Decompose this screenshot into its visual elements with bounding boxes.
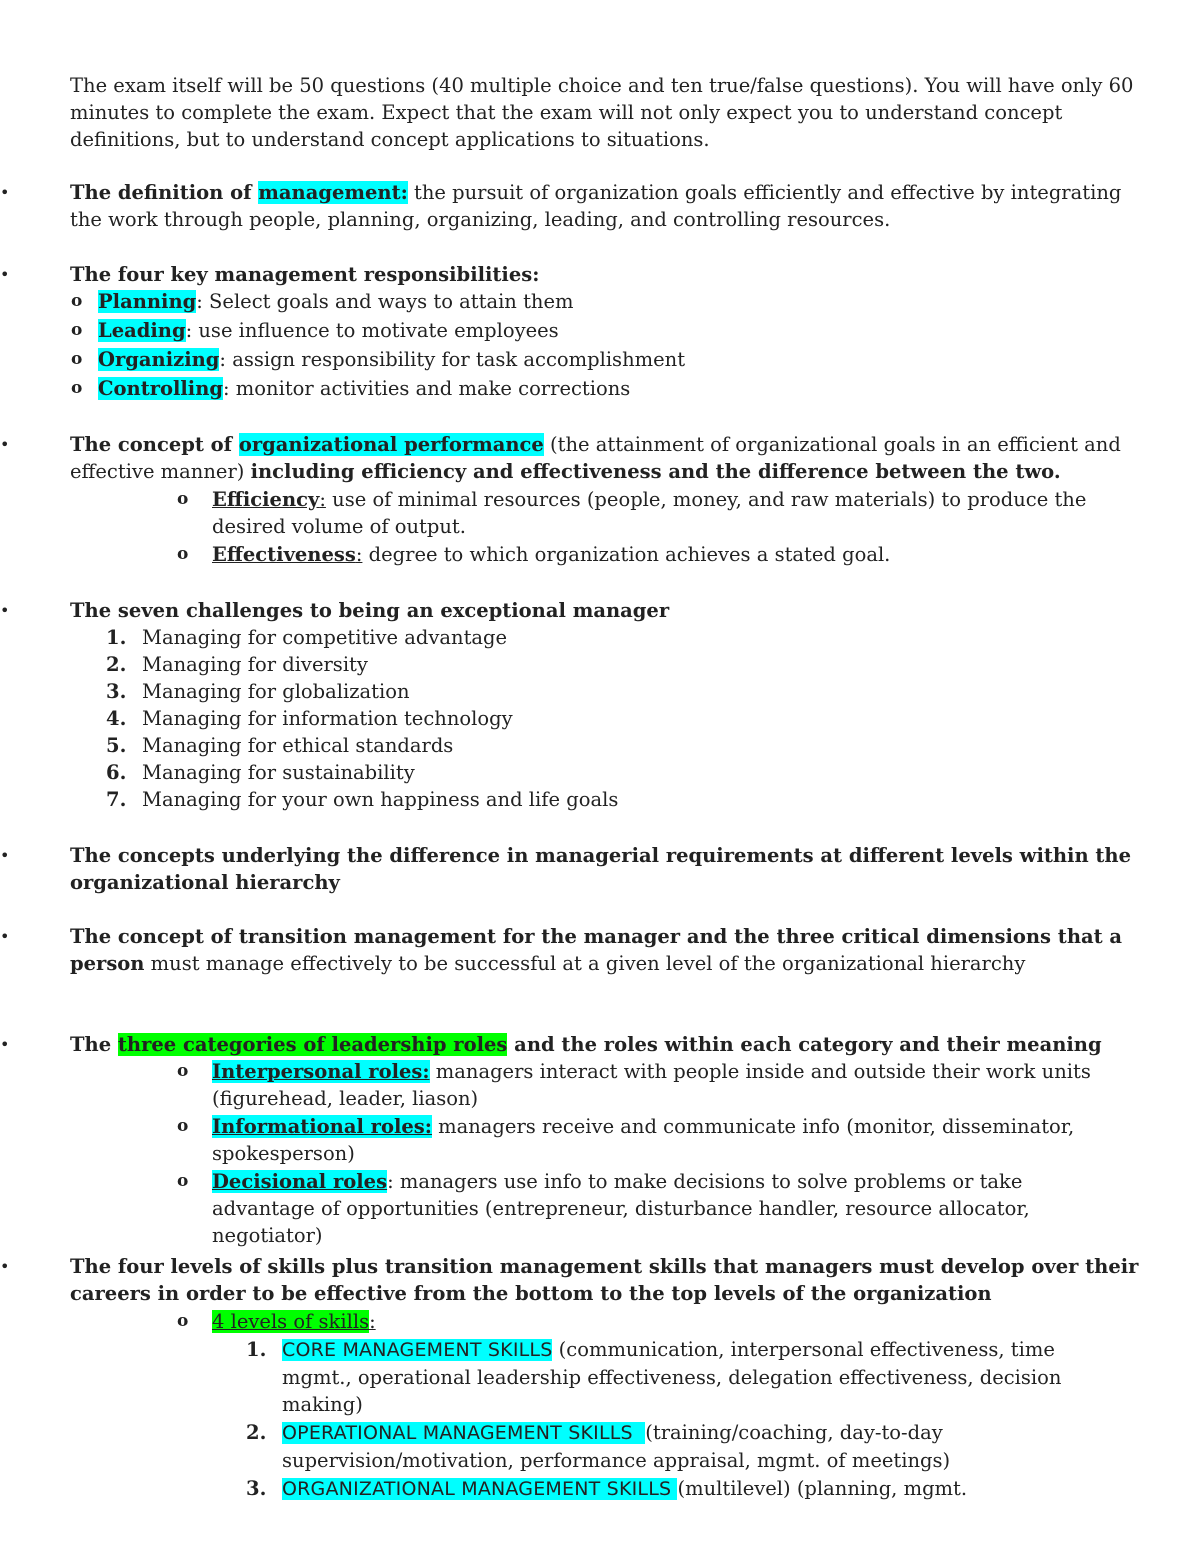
role-term: Interpersonal roles:	[212, 1060, 430, 1083]
list-item	[106, 651, 1042, 678]
challenges-heading: The seven challenges to being an exceptional manager	[70, 599, 670, 622]
responsibilities-list	[71, 288, 1098, 404]
sub-bullet-icon: o	[177, 1171, 189, 1191]
role-term: Informational roles:	[212, 1115, 432, 1138]
definition-term: management:	[258, 181, 408, 204]
roles-tail: and the roles within each category and their meaning	[507, 1033, 1102, 1056]
intro-text: The exam itself will be 50 questions (40 multiple choice and ten true/false questions). You will have only 60 minutes to complete the exam. Expect that the exam will not only expect you to understand concept definitions, but to understand concept applications to situations.	[70, 74, 1134, 151]
list-item	[71, 288, 1098, 317]
skill-text: (multilevel) (planning, mgmt.	[677, 1477, 968, 1500]
definition-text: the pursuit of organization goals efficiently and effective by integrating the work through people, planning, organizing, leading, and controlling resources.	[70, 181, 1122, 231]
list-item	[71, 317, 1098, 346]
skill-text: (training/coaching, day-to-day supervision/motivation, performance appraisal, mgmt. of meetings)	[282, 1421, 951, 1472]
intro-paragraph	[70, 72, 1140, 153]
list-item	[106, 705, 1042, 732]
challenge-text: Managing for diversity	[142, 653, 368, 676]
section-performance	[0, 431, 1140, 485]
responsibility-term: Controlling	[98, 377, 224, 400]
list-item	[177, 541, 1132, 568]
responsibility-text: : use influence to motivate employees	[185, 319, 559, 342]
performance-list	[177, 486, 1132, 568]
performance-tail: including efficiency and effectiveness and the difference between the two.	[250, 460, 1061, 483]
challenge-text: Managing for globalization	[142, 680, 410, 703]
responsibilities-heading: The four key management responsibilities:	[70, 263, 540, 286]
skill-term: CORE MANAGEMENT SKILLS	[282, 1339, 553, 1361]
bullet-icon: •	[0, 601, 10, 620]
role-text: managers interact with people inside and outside their work units (figurehead, leader, liason)	[212, 1060, 1091, 1110]
efficiency-colon: :	[319, 488, 326, 511]
list-item	[246, 1336, 1112, 1418]
section-challenges	[0, 597, 1140, 624]
item-number: 2.	[106, 653, 127, 676]
list-item	[71, 375, 1098, 404]
roles-lead: The	[70, 1033, 118, 1056]
role-text: : managers use info to make decisions to solve problems or take advantage of opportunities (entrepreneur, disturbance handler, resource allocator, negotiator)	[212, 1170, 1030, 1247]
bullet-icon: •	[0, 1257, 10, 1276]
challenge-text: Managing for information technology	[142, 707, 513, 730]
item-number: 2.	[246, 1421, 267, 1444]
effectiveness-term: Effectiveness	[212, 543, 356, 566]
roles-list	[177, 1058, 1112, 1249]
list-item	[177, 1168, 1112, 1249]
hierarchy-heading: The concepts underlying the difference in managerial requirements at different levels within the organizational hierarchy	[70, 844, 1131, 894]
item-number: 4.	[106, 707, 127, 730]
responsibility-term: Leading	[98, 319, 186, 342]
responsibility-text: : assign responsibility for task accomplishment	[219, 348, 686, 371]
section-definition	[0, 179, 1140, 233]
levels-colon: :	[369, 1310, 376, 1333]
sub-bullet-icon: o	[177, 1116, 189, 1136]
list-item	[106, 624, 1042, 651]
effectiveness-text: degree to which organization achieves a stated goal.	[362, 543, 891, 566]
skill-text: (communication, interpersonal effectiveness, time mgmt., operational leadership effectiveness, delegation effectiveness, decision making)	[282, 1338, 1062, 1416]
list-item	[177, 486, 1132, 540]
efficiency-text: use of minimal resources (people, money, and raw materials) to produce the desired volume of output.	[212, 488, 1087, 538]
item-number: 5.	[106, 734, 127, 757]
challenge-text: Managing for ethical standards	[142, 734, 454, 757]
role-term: Decisional roles	[212, 1170, 388, 1193]
sub-bullet-icon: o	[71, 378, 83, 398]
challenge-text: Managing for your own happiness and life goals	[142, 788, 619, 811]
bullet-icon: •	[0, 265, 10, 284]
item-number: 3.	[106, 680, 127, 703]
sub-bullet-icon: o	[177, 1311, 189, 1331]
challenge-text: Managing for sustainability	[142, 761, 415, 784]
list-item	[177, 1058, 1112, 1112]
list-item	[177, 1113, 1112, 1167]
responsibility-text: : Select goals and ways to attain them	[196, 290, 574, 313]
skills-heading: The four levels of skills plus transition management skills that managers must develop over their careers in order to be effective from the bottom to the top levels of the organization	[70, 1255, 1139, 1305]
section-transition	[0, 923, 1140, 977]
bullet-icon: •	[0, 846, 10, 865]
transition-text: must manage effectively to be successful at a given level of the organizational hierarchy	[144, 952, 1026, 975]
role-text: managers receive and communicate info (monitor, disseminator, spokesperson)	[212, 1115, 1075, 1165]
skill-term: ORGANIZATIONAL MANAGEMENT SKILLS	[282, 1478, 678, 1500]
section-skills	[0, 1253, 1140, 1307]
sub-bullet-icon: o	[71, 349, 83, 369]
list-item	[106, 732, 1042, 759]
responsibility-term: Planning	[98, 290, 197, 313]
skill-term: OPERATIONAL MANAGEMENT SKILLS	[282, 1422, 646, 1444]
list-item	[106, 759, 1042, 786]
section-roles	[0, 1031, 1140, 1058]
sub-bullet-icon: o	[177, 1061, 189, 1081]
section-responsibilities	[0, 261, 1140, 288]
item-number: 1.	[106, 626, 127, 649]
definition-lead: The definition of	[70, 181, 259, 204]
challenges-list	[106, 624, 1042, 813]
item-number: 1.	[246, 1338, 267, 1361]
sub-bullet-icon: o	[71, 291, 83, 311]
item-number: 3.	[246, 1477, 267, 1500]
efficiency-term: Efficiency	[212, 488, 320, 511]
responsibility-text: : monitor activities and make corrections	[223, 377, 631, 400]
skills-list	[246, 1336, 1112, 1503]
challenge-text: Managing for competitive advantage	[142, 626, 508, 649]
item-number: 7.	[106, 788, 127, 811]
bullet-icon: •	[0, 183, 10, 202]
performance-text: (the attainment of organizational goals in an efficient and effective manner)	[70, 433, 1121, 483]
levels-label: 4 levels of skills	[212, 1310, 370, 1333]
list-item	[246, 1419, 1112, 1474]
skills-levels	[177, 1308, 1112, 1335]
sub-bullet-icon: o	[177, 544, 189, 564]
responsibility-term: Organizing	[98, 348, 220, 371]
list-item	[246, 1475, 1112, 1503]
list-item	[71, 346, 1098, 375]
list-item	[106, 786, 1042, 813]
effectiveness-colon: :	[355, 543, 363, 566]
sub-bullet-icon: o	[177, 489, 189, 509]
bullet-icon: •	[0, 1035, 10, 1054]
performance-term: organizational performance	[238, 433, 544, 456]
item-number: 6.	[106, 761, 127, 784]
list-item	[106, 678, 1042, 705]
section-hierarchy	[0, 842, 1140, 896]
performance-lead: The concept of	[70, 433, 239, 456]
transition-heading: The concept of transition management for the manager and the three critical dimensions that a person	[70, 925, 1123, 975]
roles-term: three categories of leadership roles	[117, 1033, 508, 1056]
bullet-icon: •	[0, 435, 10, 454]
bullet-icon: •	[0, 927, 10, 946]
sub-bullet-icon: o	[71, 320, 83, 340]
